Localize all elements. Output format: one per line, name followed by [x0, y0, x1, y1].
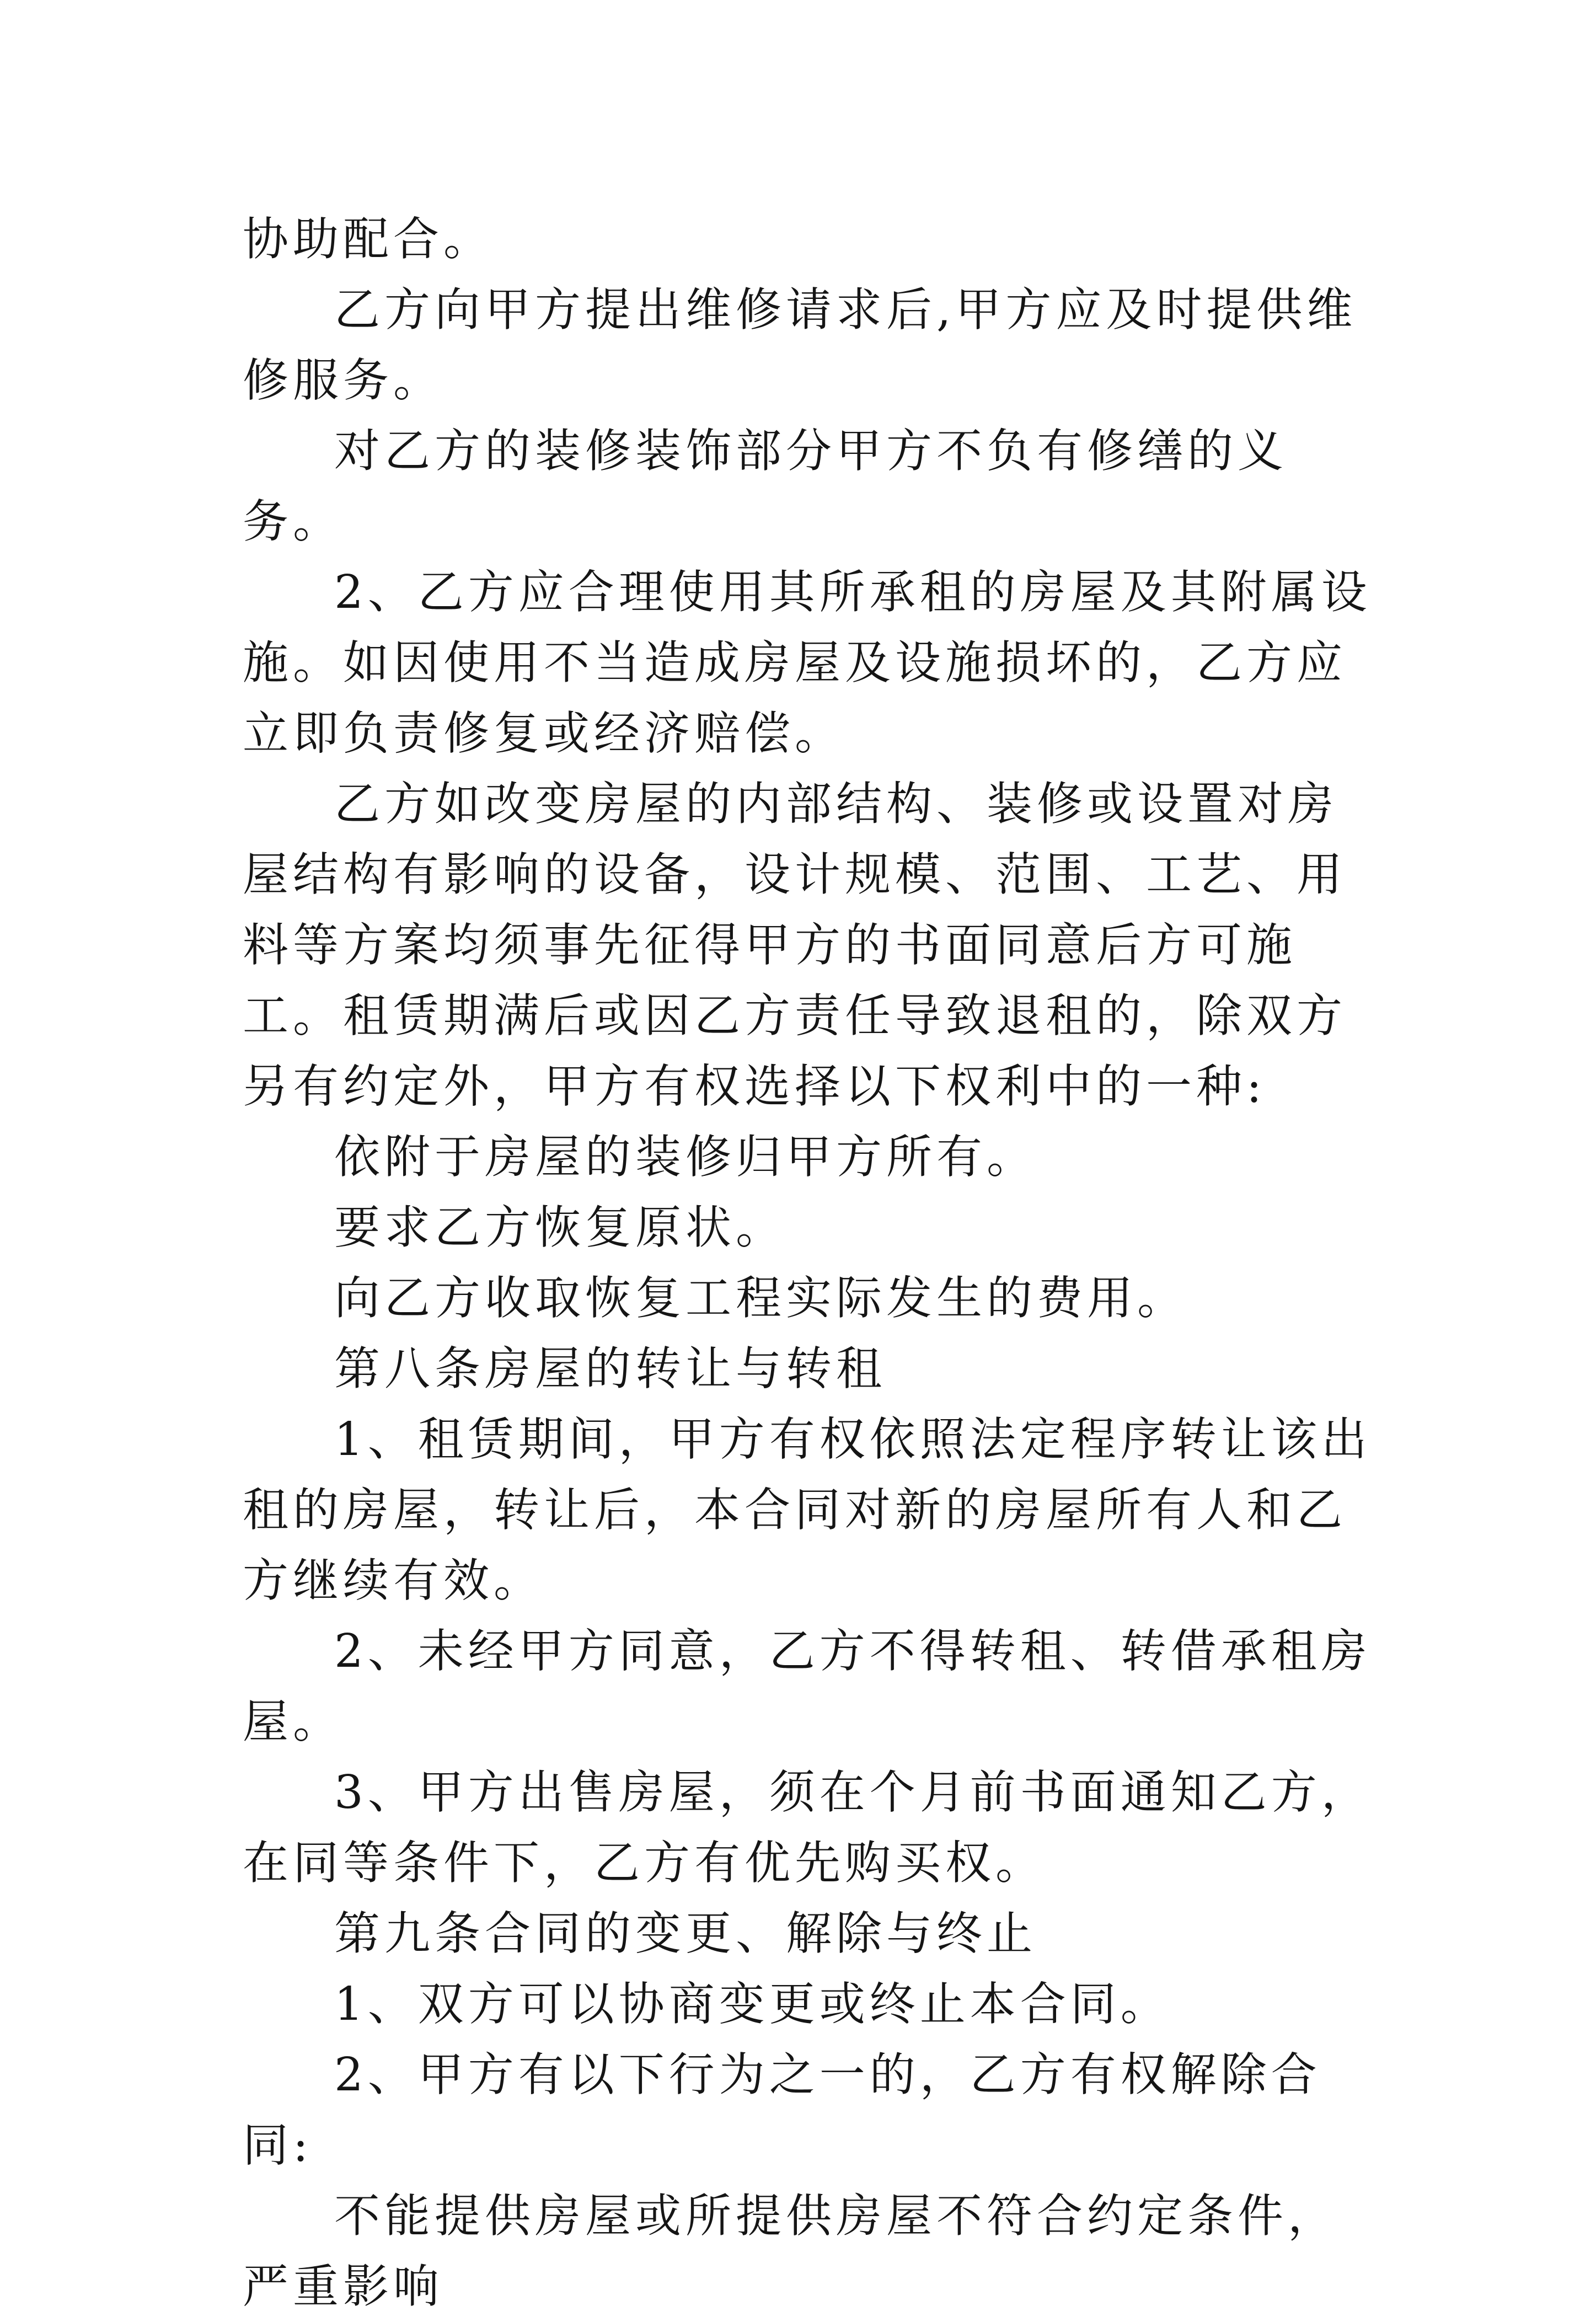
paragraph: 乙方如改变房屋的内部结构、装修或设置对房屋结构有影响的设备，设计规模、范围、工艺、用料等方案均须事先征得甲方的书面同意后方可施工。租赁期满后或因乙方责任导致退租的，除双方另有约定外，甲方有权选择以下权利中的一种: — [243, 777, 1347, 1113]
paragraph: 要求乙方恢复原状。 — [334, 1201, 786, 1254]
section-heading: 第九条合同的变更、解除与终止 — [334, 1907, 1037, 1960]
paragraph: 2、甲方有以下行为之一的，乙方有权解除合同: — [243, 2048, 1321, 2172]
paragraph: 向乙方收取恢复工程实际发生的费用。 — [334, 1271, 1187, 1325]
paragraph: 3、甲方出售房屋，须在个月前书面通知乙方，在同等条件下，乙方有优先购买权。 — [243, 1765, 1372, 1890]
paragraph: 依附于房屋的装修归甲方所有。 — [334, 1130, 1037, 1184]
paragraph: 2、乙方应合理使用其所承租的房屋及其附属设施。如因使用不当造成房屋及设施损坏的，乙方应立即负责修复或经济赔偿。 — [243, 565, 1372, 760]
paragraph: 对乙方的装修装饰部分甲方不负有修缮的义务。 — [243, 424, 1288, 548]
section-heading: 第八条房屋的转让与转租 — [334, 1342, 886, 1395]
paragraph: 协助配合。 — [243, 212, 494, 266]
paragraph: 2、未经甲方同意，乙方不得转租、转借承租房屋。 — [243, 1624, 1372, 1748]
document-body — [243, 204, 1373, 2322]
paragraph: 1、双方可以协商变更或终止本合同。 — [334, 1977, 1171, 2031]
paragraph: 乙方向甲方提出维修请求后,甲方应及时提供维修服务。 — [243, 283, 1357, 407]
paragraph: 不能提供房屋或所提供房屋不符合约定条件，严重影响 — [243, 2189, 1338, 2313]
paragraph: 1、租赁期间，甲方有权依照法定程序转让该出租的房屋，转让后，本合同对新的房屋所有人和乙方继续有效。 — [243, 1413, 1372, 1607]
